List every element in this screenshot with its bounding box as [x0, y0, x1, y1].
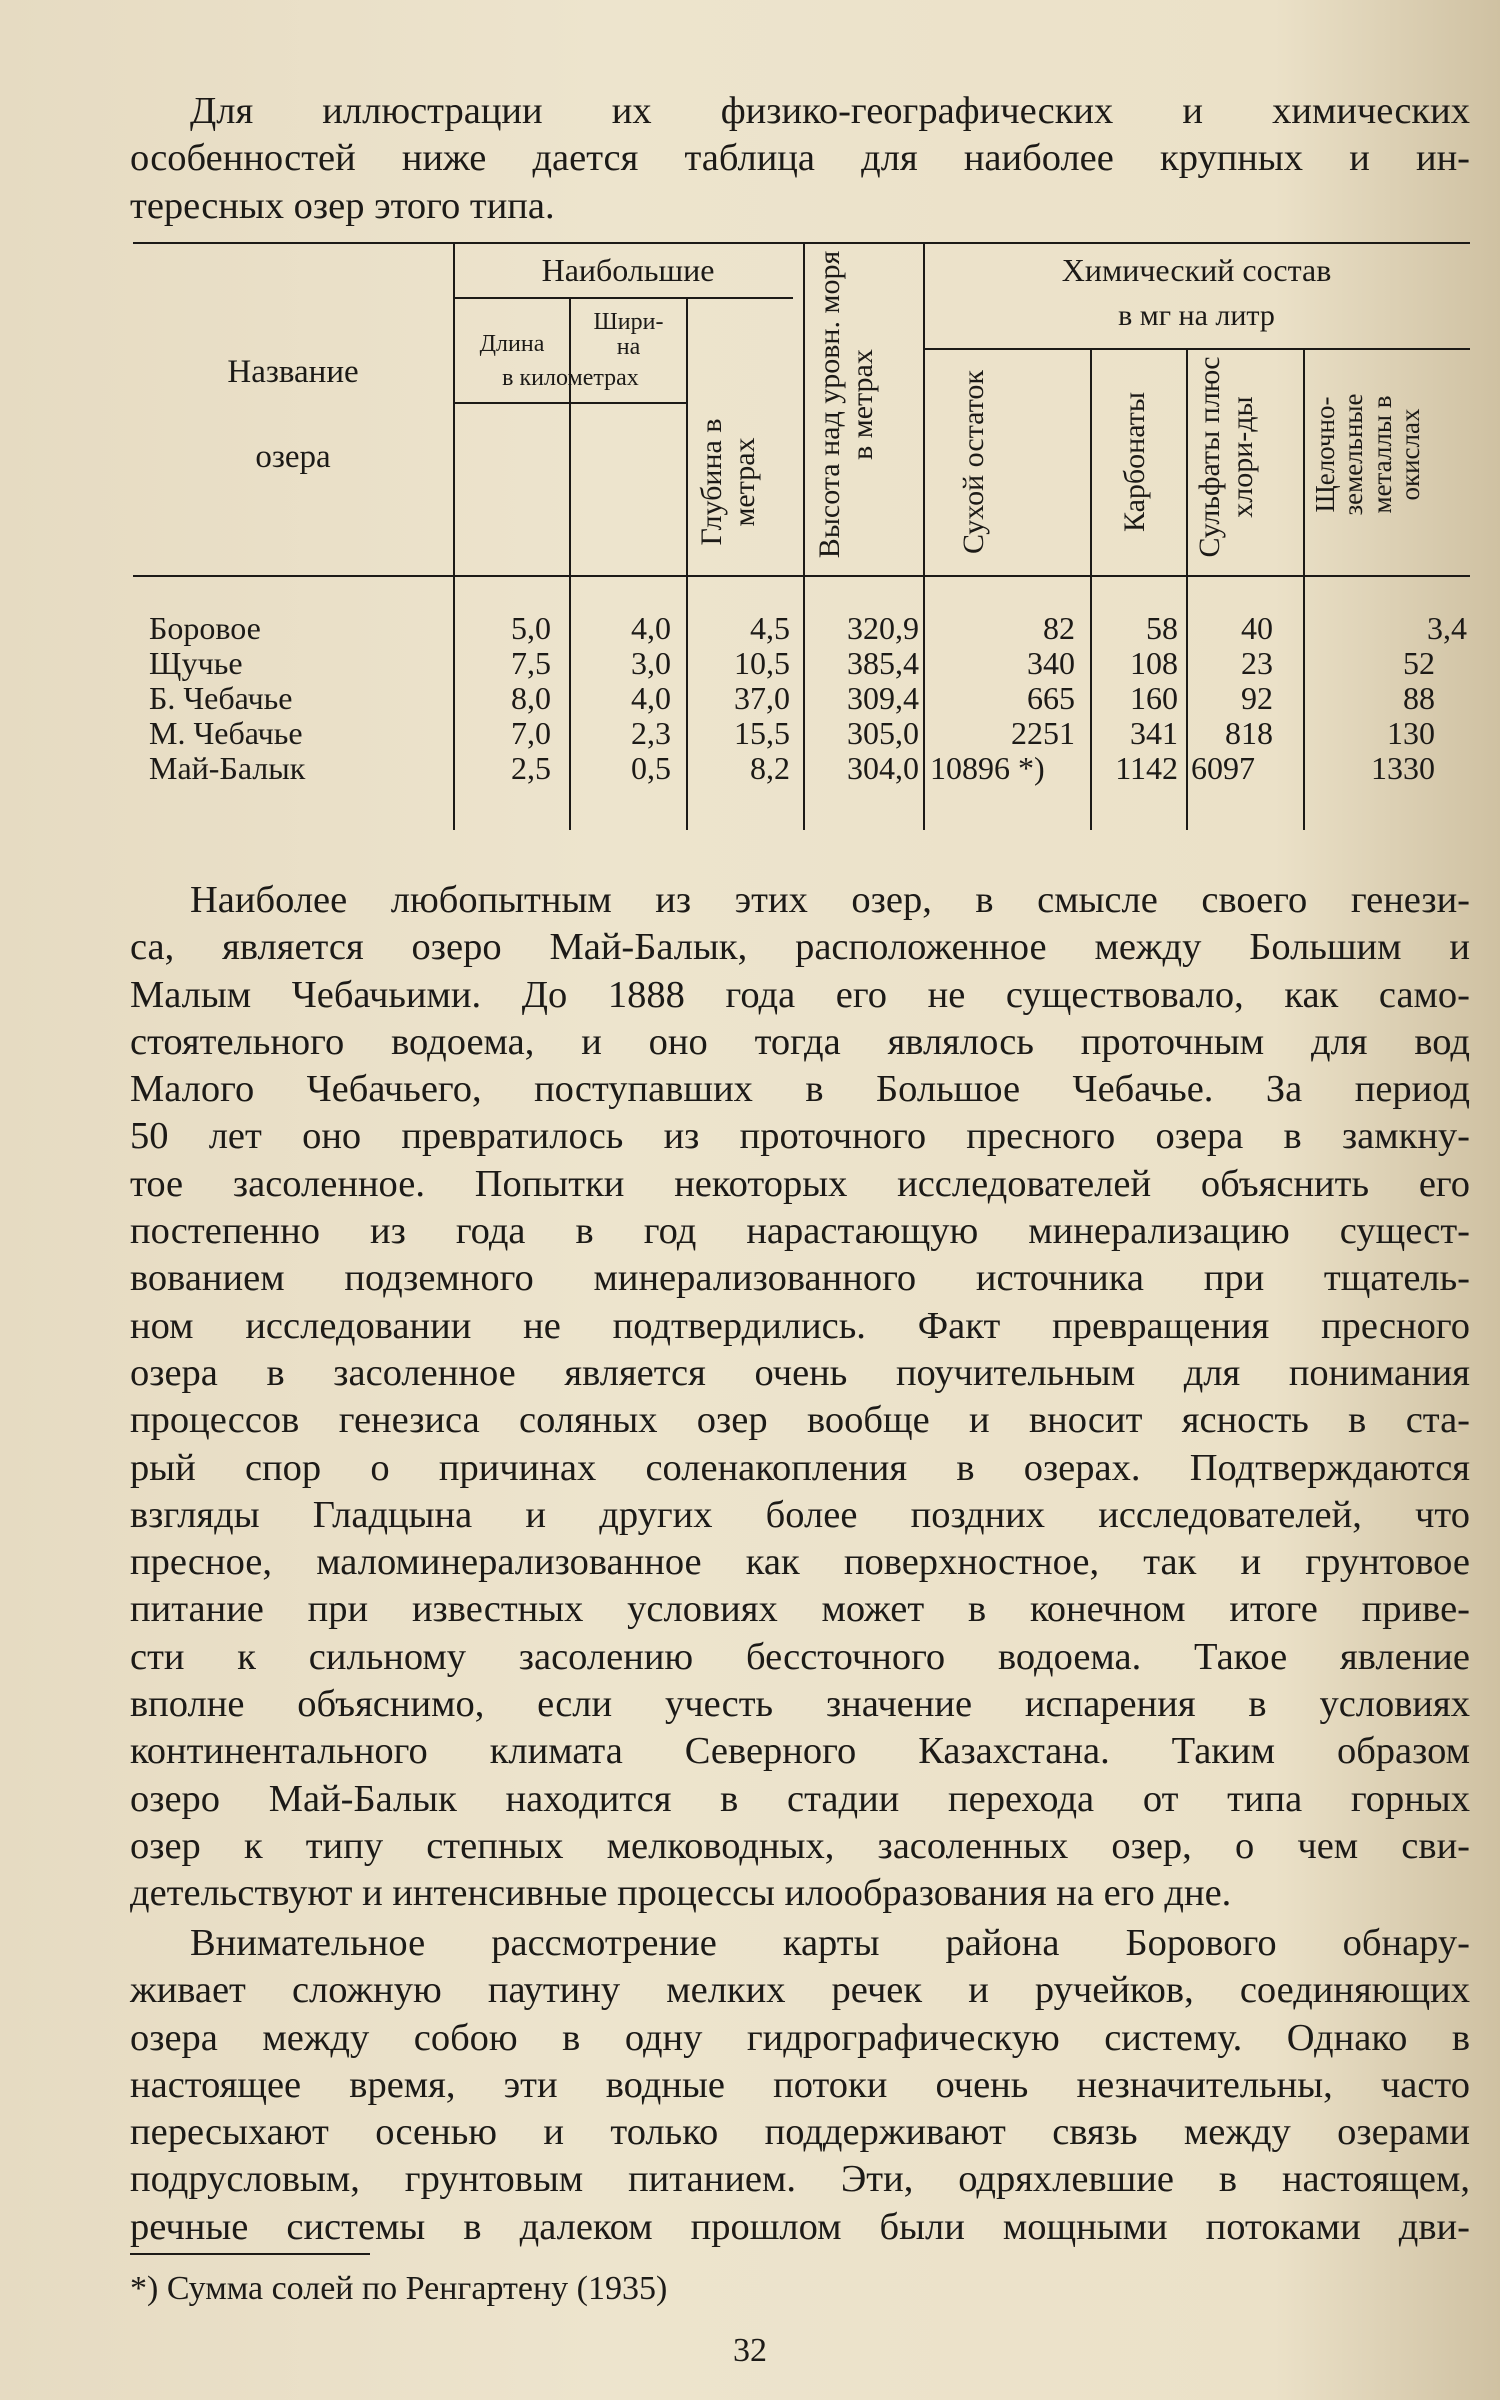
text-line: пересыхают осенью и только поддерживают связь между озерами — [130, 2111, 1470, 2154]
text-line: вованием подземного минерализованного источника при тщатель- — [130, 1257, 1470, 1300]
cell-width: 4,0 — [631, 610, 671, 646]
text-line: 50 лет оно превратилось из проточного пресного озера в замкну- — [130, 1115, 1470, 1158]
header-in-km: в километрах — [502, 365, 639, 391]
table-header-rule — [133, 575, 1470, 577]
header-altitude: Высота над уровн. моря в метрах — [813, 250, 879, 559]
cell-length: 7,5 — [511, 645, 551, 681]
cell-length: 7,0 — [511, 715, 551, 751]
intro-paragraph — [130, 88, 1470, 230]
cell-name: Щучье — [149, 645, 243, 681]
header-largest: Наибольшие — [541, 252, 715, 288]
cell-sulf: 92 — [1241, 680, 1273, 716]
footnote: *) Сумма солей по Ренгартену (1935) — [130, 2270, 668, 2307]
text-line: рый спор о причинах соленакопления в озерах. Подтверждаются — [130, 1446, 1470, 1489]
text-line: процессов генезиса соляных озер вообще и вносит ясность в ста- — [130, 1399, 1470, 1442]
cell-carb: 58 — [1146, 610, 1178, 646]
col-rule — [1186, 349, 1188, 830]
body-paragraph-1 — [130, 877, 1470, 1918]
text-line: стоятельного водоема, и оно тогда являлось проточным для вод — [130, 1020, 1470, 1063]
text-line: Для иллюстрации их физико-географических и химических — [190, 90, 1470, 132]
text-line: особенностей ниже дается таблица для наиболее крупных и ин- — [130, 137, 1470, 180]
lakes-table — [133, 240, 1470, 840]
cell-alt: 309,4 — [847, 680, 919, 716]
cell-dry: 82 — [1043, 610, 1075, 646]
cell-carb: 108 — [1130, 645, 1178, 681]
text-line: питание при известных условиях может в конечном итоге приве- — [130, 1588, 1470, 1631]
text-line: Внимательное рассмотрение карты района Борового обнару- — [190, 1922, 1470, 1964]
footnote-rule — [130, 2253, 370, 2255]
rule — [453, 297, 793, 299]
cell-name: Боровое — [149, 610, 261, 646]
header-alk: Щелочно-земельные металлы в окислах — [1310, 393, 1426, 516]
cell-width: 4,0 — [631, 680, 671, 716]
cell-sulf: 40 — [1241, 610, 1273, 646]
text-line: озера между собою в одну гидрографическую систему. Однако в — [130, 2016, 1470, 2059]
header-chem-1: Химический состав — [1061, 252, 1332, 288]
cell-width: 2,3 — [631, 715, 671, 751]
header-depth: Глубина в метрах — [695, 418, 761, 546]
cell-depth: 10,5 — [734, 645, 790, 681]
page-number: 32 — [733, 2332, 767, 2369]
cell-carb: 160 — [1130, 680, 1178, 716]
cell-carb: 1142 — [1115, 750, 1178, 786]
text-line: пресное, маломинерализованное как поверхностное, так и грунтовое — [130, 1541, 1470, 1584]
cell-alk: 88 — [1403, 680, 1435, 716]
cell-carb: 341 — [1130, 715, 1178, 751]
header-length: Длина — [479, 331, 545, 357]
text-line: постепенно из года в год нарастающую минерализацию сущест- — [130, 1210, 1470, 1253]
cell-width: 3,0 — [631, 645, 671, 681]
cell-width: 0,5 — [631, 750, 671, 786]
cell-dry: 340 — [1027, 645, 1075, 681]
header-name-1: Название — [227, 354, 359, 390]
text-line: Наиболее любопытным из этих озер, в смысле своего генези- — [190, 879, 1470, 921]
text-line: континентального климата Северного Казахстана. Таким образом — [130, 1730, 1470, 1773]
cell-name: Май-Балык — [149, 750, 306, 786]
cell-depth: 15,5 — [734, 715, 790, 751]
cell-dry: 665 — [1027, 680, 1075, 716]
header-chem-2: в мг на литр — [1118, 299, 1275, 332]
text-line: тое засоленное. Попытки некоторых исследователей объяснить его — [130, 1162, 1470, 1205]
header-name-2: озера — [255, 439, 331, 475]
header-carb: Карбонаты — [1118, 391, 1151, 533]
text-line: Малого Чебачьего, поступавших в Большое Чебачье. За период — [130, 1068, 1470, 1111]
text-line: живает сложную паутину мелких речек и ручейков, соединяющих — [130, 1969, 1470, 2012]
text-line: озера в засоленное является очень поучительным для понимания — [130, 1351, 1470, 1394]
cell-alt: 385,4 — [847, 645, 919, 681]
cell-name: Б. Чебачье — [149, 680, 293, 716]
text-line: сти к сильному засолению бессточного водоема. Такое явление — [130, 1635, 1470, 1678]
text-line: настоящее время, эти водные потоки очень незначительны, часто — [130, 2063, 1470, 2106]
text-line: озер к типу степных мелководных, засоленных озер, о чем сви- — [130, 1824, 1470, 1867]
text-line: детельствуют и интенсивные процессы илообразования на его дне. — [130, 1872, 1232, 1915]
text-line: ном исследовании не подтвердились. Факт превращения пресного — [130, 1304, 1470, 1347]
cell-sulf: 818 — [1225, 715, 1273, 751]
cell-depth: 8,2 — [750, 750, 790, 786]
text-line: Малым Чебачьими. До 1888 года его не существовало, как само- — [130, 973, 1470, 1016]
text-line: вполне объяснимо, если учесть значение испарения в условиях — [130, 1683, 1470, 1726]
cell-alk: 1330 — [1371, 750, 1435, 786]
header-sulf: Сульфаты плюс хлори-ды — [1193, 356, 1259, 558]
cell-alt: 305,0 — [847, 715, 919, 751]
cell-length: 2,5 — [511, 750, 551, 786]
cell-alk: 52 — [1403, 645, 1435, 681]
cell-length: 8,0 — [511, 680, 551, 716]
body-paragraph-2 — [130, 1920, 1470, 2251]
cell-depth: 4,5 — [750, 610, 790, 646]
header-dry: Сухой остаток — [957, 369, 990, 555]
cell-sulf: 6097 — [1191, 750, 1255, 786]
cell-depth: 37,0 — [734, 680, 790, 716]
cell-name: М. Чебачье — [149, 715, 303, 751]
cell-sulf: 23 — [1241, 645, 1273, 681]
cell-alt: 304,0 — [847, 750, 919, 786]
cell-alk: 3,4 — [1427, 610, 1467, 646]
cell-length: 5,0 — [511, 610, 551, 646]
text-line: взгляды Гладцына и других более поздних исследователей, что — [130, 1493, 1470, 1536]
cell-alt: 320,9 — [847, 610, 919, 646]
table-top-rule — [133, 242, 1470, 244]
text-line: речные системы в далеком прошлом были мощными потоками дви- — [130, 2205, 1470, 2248]
text-line: са, является озеро Май-Балык, расположенное между Большим и — [130, 926, 1470, 969]
cell-dry: 2251 — [1011, 715, 1075, 751]
text-line: озеро Май-Балык находится в стадии перехода от типа горных — [130, 1777, 1470, 1820]
text-line: подрусловым, грунтовым питанием. Эти, одряхлевшие в настоящем, — [130, 2158, 1470, 2201]
text-line: тересных озер этого типа. — [130, 184, 555, 227]
header-width: Шири-на — [593, 309, 664, 361]
cell-dry: 10896 *) — [930, 750, 1045, 786]
cell-alk: 130 — [1387, 715, 1435, 751]
